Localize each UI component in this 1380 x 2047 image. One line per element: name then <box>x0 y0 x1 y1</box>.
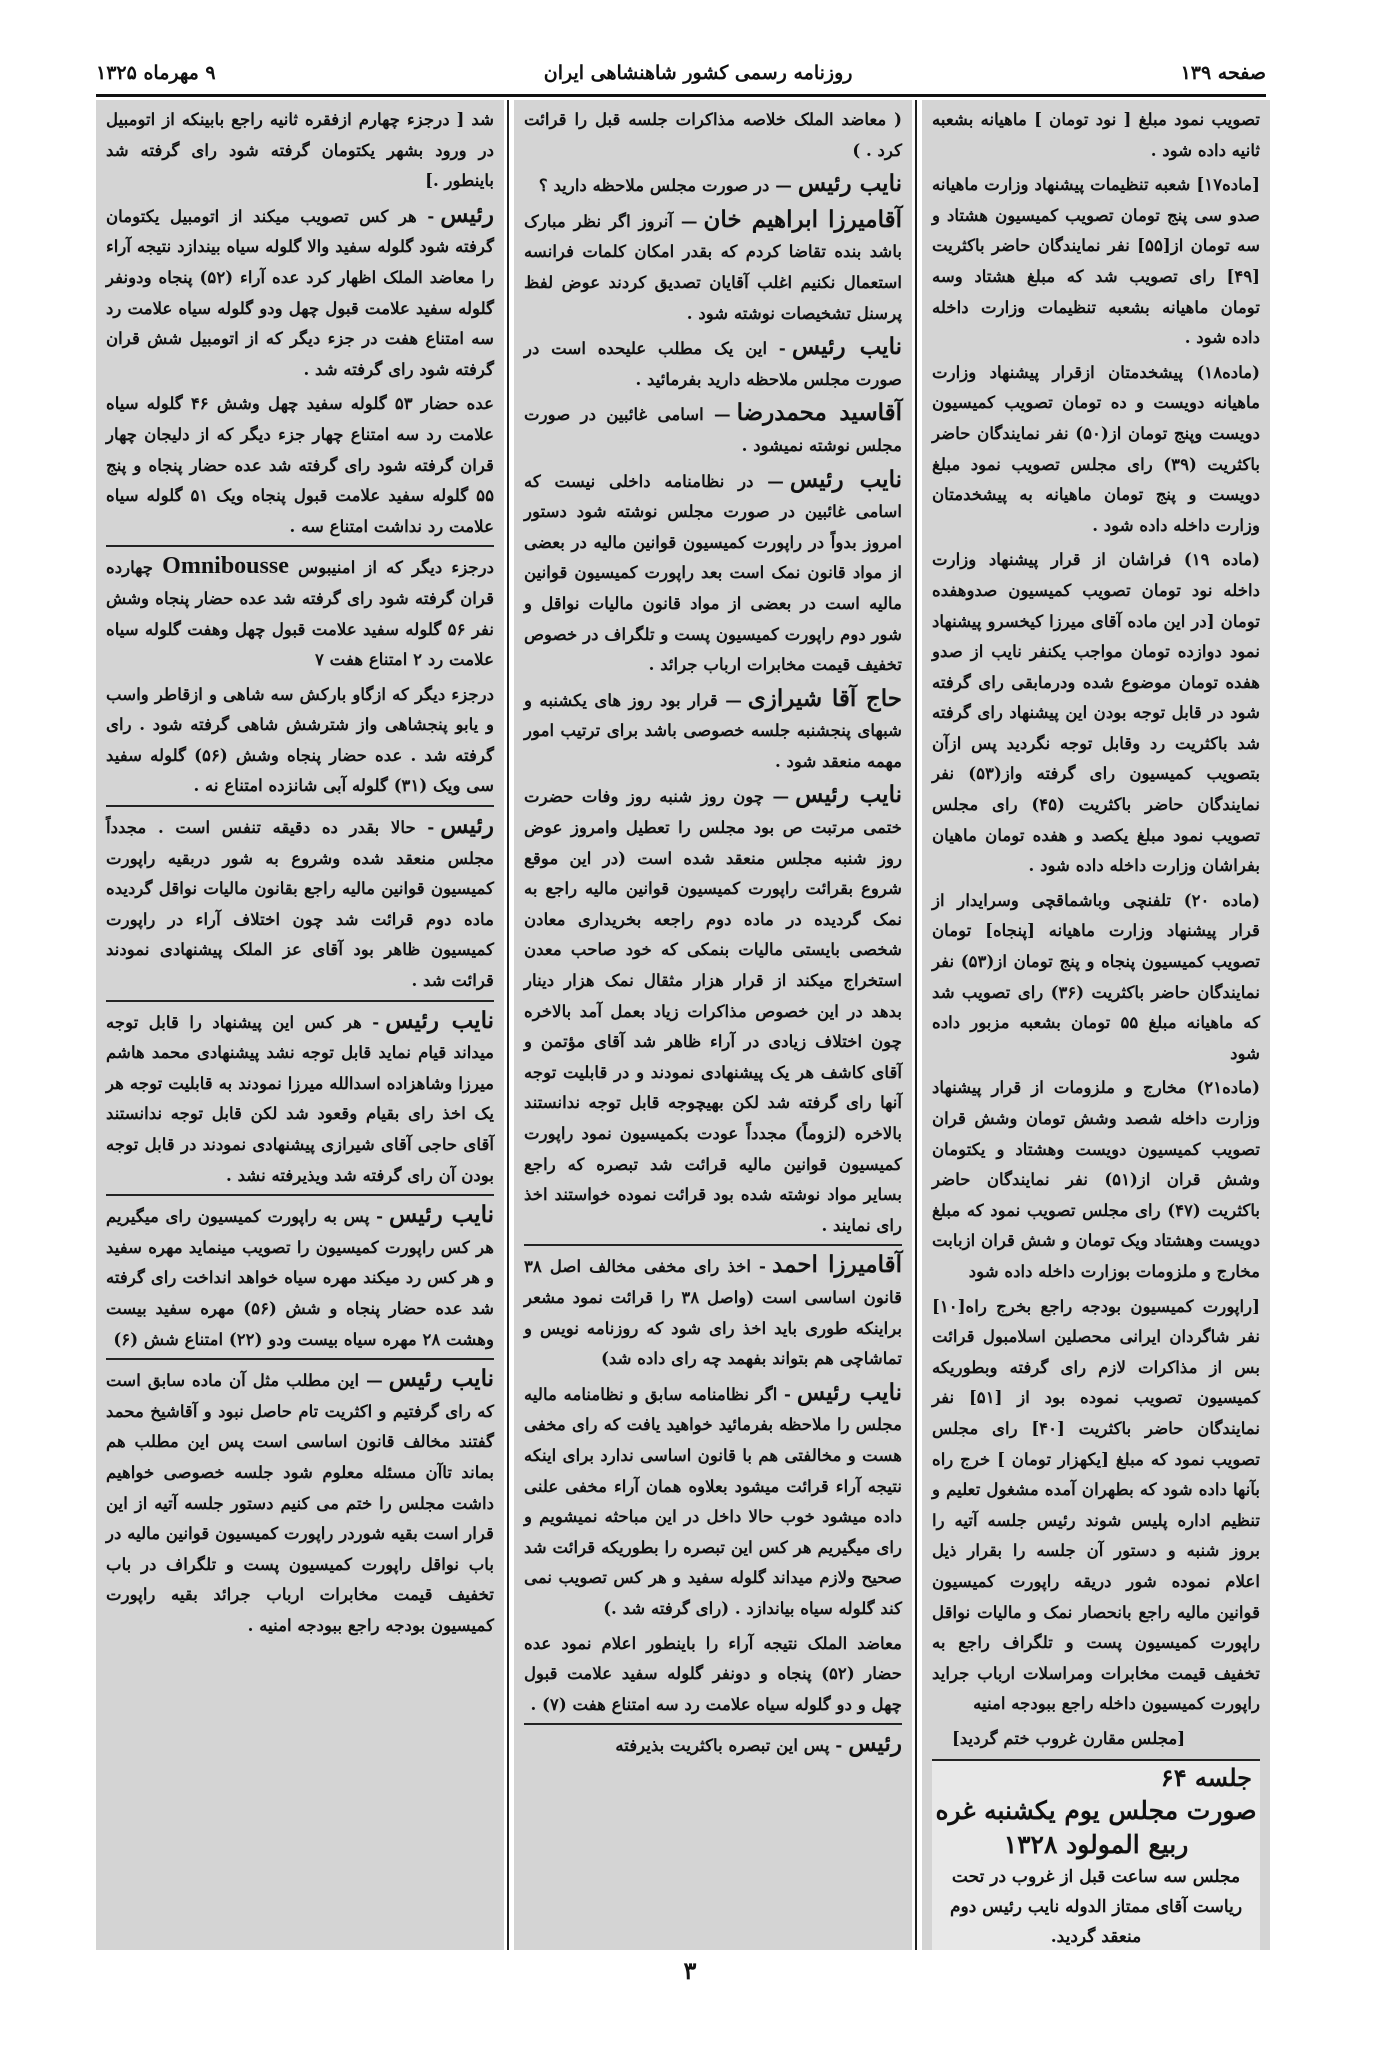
left-paragraph <box>106 679 494 801</box>
speaker-name: رئیس <box>440 200 494 228</box>
right-paragraph <box>932 104 1260 165</box>
footer-page-number: ۳ <box>683 1956 697 1985</box>
left-paragraph <box>106 388 494 541</box>
latin-word: Omnibousse <box>162 553 289 580</box>
paragraph-text: [راپورت کمیسیون بودجه راجع بخرج راه[۱۰] نفر شاگردان ایرانی محصلین اسلامبول قرائت بس از مذاکرات لازم رای گرفته وبطوریکه کمیسیون تصویب نموده بود از [۵۱] نفر نمایندگان حاضر باکثریت [۴۰] رای مجلس تصویب نمود که مبلغ [یکهزار تومان ] خرج راه بآنها داده شود که بطهران آمده مشغول تعلیم و تنظیم اداره پلیس شوند رئیس جلسه آتیه را بروز شنبه و دستور آن جلسه را بقرار ذیل اعلام نموده شور دریقه راپورت کمیسیون قوانین مالیه راجع بانحصار نمک و مالیات نواقل راپورت کمیسیون پست و تلگراف راجع به تخفیف قیمت مخابرات ومراسلات ارباب جراید راپورت کمیسیون داخله راجع ببودجه امنیه <box>932 1295 1260 1714</box>
middle-paragraph <box>524 780 902 1240</box>
session-title-line1: صورت مجلس یوم یکشنبه غره <box>935 1796 1257 1826</box>
speaker-name: رئیس <box>440 812 494 840</box>
speaker-name: نایب رئیس <box>385 1006 494 1034</box>
paragraph-text: درجزء دیگر که ازگاو بارکش سه شاهی و ازقاطر واسب و یابو پنجشاهی واز شترشش شاهی گرفته شود . رای گرفته شد . عده حضار پنجاه وشش (۵۶) گلوله سفید سی ویک (۳۱) گلوله آبی شانزده امتناع نه . <box>106 683 494 796</box>
right-paragraph <box>932 357 1260 541</box>
speaker-name: آقامیرزا ابراهیم خان <box>703 205 902 233</box>
paragraph-text: — چون روز شنبه روز وفات حضرت ختمی مرتبت ص بود مجلس را تعطیل وامروز عوض روز شنبه مجلس منعقد شده است (در این موقع شروع بقرائت راپورت کمیسیون قوانین مالیه راجع به نمک گردیده در ماده دوم راجعه بخریداری معادن شخصی بایستی مالیات بنمکی که خود صاحب معدن استخراج میکند از قرار هزار مثقال نمک هزار دینار بدهد در این خصوص مذاکرات زیاد بعمل آمد بالاخره چون اختلاف زیادی در آراء ظاهر شد آقای مؤتمن و آقای کاشف هر یک پیشنهادی نمودند و در قابلیت توجه آنها رای گرفته شد لکن بهیچوجه قابل توجه ندانستند بالاخره (لزوماً) مجدداً عودت بکمیسیون نمود راپورت کمیسیون قوانین مالیه قرائت شد تبصره که راجع بسایر مواد نوشته شده بود قرائت نموده خواستند اخذ رای نمایند . <box>524 786 902 1235</box>
column-divider <box>915 100 917 1950</box>
page-number-label: صفحه ۱۳۹ <box>1180 62 1266 84</box>
paragraph-text: ( معاضد الملک خلاصه مذاکرات جلسه قبل را قرائت کرد . ) <box>524 109 902 160</box>
right-paragraph <box>932 1072 1260 1286</box>
paragraph-text: - پس به راپورت کمیسیون رای میگیریم هر کس راپورت کمیسیون را تصویب مینماید مهره سفید و هر کس رد میکند مهره سیاه خواهد انداخت رای گرفته شد عده حضار پنجاه و شش (۵۶) مهره سفید بیست وهشت ۲۸ مهره سیاه بیست ودو (۲۲) امتناع شش (۶) <box>106 1206 494 1349</box>
paragraph-text: — در صورت مجلس ملاحظه دارید ؟ <box>538 175 792 196</box>
column-middle <box>514 100 912 1950</box>
speaker-name: نایب رئیس <box>789 465 902 493</box>
paragraph-text: - پس این تبصره باکثریت بذیرفته <box>615 1735 843 1756</box>
session-number: جلسه ۶۴ <box>1160 1763 1252 1793</box>
right-paragraph <box>932 885 1260 1069</box>
paragraph-text: معاضد الملک نتیجه آراء را باینطور اعلام نمود عده حضار (۵۲) پنجاه و دونفر گلوله سفید علامت قبول چهل و دو گلوله سیاه علامت رد سه امتناع هفت (۷) . <box>524 1632 902 1714</box>
paragraph-text: - اگر نظامنامه سابق و نظامنامه مالیه مجلس را ملاحظه بفرمائید خواهید یافت که رای مخفی هست و مخالفتی هم با قانون اساسی ندارد برای اینکه نتیجه آراء قرائت میشود بعلاوه همان آراء مخفی علنی داده میشود خوب حالا داخل در این مباحثه نمیشویم و رای میگیریم هر کس این تبصره را بطوریکه قرائت شد صحیح ولازم میداند گلوله سفید و هر کس تصویب نمی کند گلوله سیاه بیاندازد . (رای گرفته شد .) <box>524 1383 902 1618</box>
paragraph-text: — آنروز اگر نظر مبارک باشد بنده تقاضا کردم که بقدر امکان کلمات فرانسه استعمال نکنیم اغلب آقایان تصدیق کردند عوض لفظ پرسنل تشخیصات نوشته شود . <box>524 210 902 323</box>
column-divider <box>507 100 509 1950</box>
paragraph-text: — این مطلب مثل آن ماده سابق است که رای گرفتیم و اکثریت تام حاصل نبود و آقاشیخ محمد گفتند مخالف قانون اساسی است پس این مطلب هم بماند تاآن مسئله معلوم شود جلسه خصوصی خواهیم داشت مجلس را ختم می کنیم دستور جلسه آتیه از این قرار است بقیه شوردر راپورت کمیسیون قوانین مالیه در باب نواقل راپورت کمیسیون پست و تلگراف در باب تخفیف قیمت مخابرات ارباب جرائد بقیه راپورت کمیسیون بودجه راجع ببودجه امنیه . <box>106 1370 494 1635</box>
right-paragraph <box>932 1723 1260 1754</box>
page-header <box>96 52 1266 94</box>
speaker-name: آقاسید محمدرضا <box>736 399 902 427</box>
paragraph-text: (ماده ۱۹) فراشان از قرار پیشنهاد وزارت داخله نود تومان تصویب کمیسیون صدوهفده تومان [در این ماده آقای میرزا کیخسرو پیشنهاد نمود دوازده تومان مواجب یکنفر نایب از صدو هفده تومان موضوع شده ودرمابقی رای گرفته شود در قابل توجه بودن این پیشنهاد رای گرفته شد باکثریت رد وقابل توجه نگردید پس ازآن بتصویب کمیسیون رای گرفته واز(۵۳) نفر نمایندگان حاضر باکثریت (۴۵) رای مجلس تصویب نمود مبلغ یکصد و هفده تومان ماهیان بفراشان وزارت داخله داده شود . <box>932 549 1261 876</box>
middle-paragraph <box>524 332 902 394</box>
paragraph-text: تصویب نمود مبلغ [ نود تومان ] ماهیانه بشعبه ثانیه داده شود . <box>932 109 1260 160</box>
right-paragraph <box>932 169 1260 353</box>
speaker-name: نایب رئیس <box>791 333 902 361</box>
newspaper-title: روزنامه رسمی کشور شاهنشاهی ایران <box>543 62 853 84</box>
right-paragraph <box>932 544 1260 881</box>
paragraph-text: درجزء دیگر که از امنیبوس <box>297 557 495 578</box>
paragraph-text: — در نظامنامه داخلی نیست که اسامی غائبین در صورت مجلس نوشته شود دستور امروز بدواً در راپورت کمیسیون قوانین مالیه در بعضی از مواد قانون نمک است بعد راپورت کمیسیون قوانین مالیه است در بعضی از مواد قانون مالیات نواقل و شور دوم راپورت کمیسیون پست و تلگراف در خصوص تخفیف قیمت مخابرات ارباب جرائد . <box>524 470 902 675</box>
paragraph-text: - هر کس این پیشنهاد را قابل توجه میداند قیام نماید قابل توجه نشد پیشنهادی محمد هاشم میرزا وشاهزاده اسدالله میرزا نمودند به قابلیت توجه هر یک اخذ رای بقیام وقعود شد لکن قابل توجه ندانستند آقای حاجی آقای شیرازی پیشنهادی نمودند در قابل توجه بودن آن رای گرفته شد ویذیرفته نشد . <box>106 1011 494 1185</box>
speaker-name: رئیس <box>848 1730 902 1758</box>
paragraph-text: - هر کس تصویب میکند از اتومبیل یکتومان گرفته شود گلوله سفید والا گلوله سیاه بیندازد نتیجه آراء را معاضد الملک اظهار کرد عده آراء (۵۲) پنجاه ودونفر گلوله سفید علامت قبول چهل ودو گلوله سیاه علامت رد سه امتناع هفت در جزء دیگر که از اتومبیل شش قران گرفته شود رای گرفته شد . <box>106 205 495 379</box>
middle-paragraph <box>524 1723 902 1761</box>
speaker-name: نایب رئیس <box>796 1378 902 1406</box>
left-paragraph <box>106 200 494 385</box>
speaker-name: نایب رئیس <box>388 1365 494 1393</box>
middle-paragraph <box>524 169 902 201</box>
paragraph-text: — قرار بود روز های یکشنبه و شبهای پنجشنبه جلسه خصوصی باشد برای ترتیب امور مهمه منعقد شود . <box>524 689 902 771</box>
left-paragraph <box>106 545 494 674</box>
middle-paragraph <box>524 465 902 680</box>
paragraph-text: عده حضار ۵۳ گلوله سفید چهل وشش ۴۶ گلوله سیاه علامت رد سه امتناع چهار جزء دیگر که از دلیجان چهار قران گرفته شود رای گرفته شد عده حضار پنجاه و پنج ۵۵ گلوله سفید علامت قبول پنجاه ویک ۵۱ گلوله سیاه علامت رد نداشت امتناع سه . <box>106 393 494 536</box>
paragraph-text: - حالا بقدر ده دقیقه تنفس است . مجدداً مجلس منعقد شده وشروع به شور دربقیه راپورت کمیسیون قوانین مالیه راجع بقانون مالیات نواقل گردیده ماده دوم قرائت شد چون اختلاف آراء در راپورت کمیسیون ظاهر بود آقای عز الملک پیشنهادی نمودند قرائت شد . <box>106 817 494 991</box>
paragraph-text: شد [ درجزء چهارم ازفقره ثانیه راجع بابینکه از اتومبیل در ورود بشهر یکتومان گرفته شود رای گرفته شد باینطور .] <box>106 109 494 191</box>
middle-paragraph <box>524 1628 902 1720</box>
left-paragraph <box>106 1194 494 1354</box>
left-paragraph <box>106 1358 494 1640</box>
middle-paragraph <box>524 104 902 165</box>
speaker-name: آقامیرزا احمد <box>771 1251 902 1279</box>
issue-date: ۹ مهرماه ۱۳۲۵ <box>96 62 216 84</box>
speaker-name: نایب رئیس <box>388 1201 494 1229</box>
middle-paragraph <box>524 398 902 460</box>
paragraph-text: [مجلس مقارن غروب ختم گردید] <box>952 1727 1186 1748</box>
session-opening: مجلس سه ساعت قبل از غروب در تحت ریاست آقای ممتاز الدوله نایب رئیس دوم منعقد گردید. <box>949 1867 1243 1948</box>
paragraph-text: [ماده۱۷] شعبه تنظیمات پیشنهاد وزارت ماهیانه صدو سی پنج تومان تصویب کمیسیون هشتاد و سه تومان از[۵۵] نفر نمایندگان حاضر باکثریت [۴۹] رای تصویب شد که مبلغ هشتاد وسه تومان ماهیانه بشعبه تنظیمات وزارت داخله داده شود . <box>932 174 1260 348</box>
left-paragraph <box>106 805 494 996</box>
left-paragraph <box>106 104 494 196</box>
paragraph-text: (ماده۲۱) مخارج و ملزومات از قرار پیشنهاد وزارت داخله شصد وشش تومان وشش قران تصویب کمیسیون دویست وهشتاد و یکتومان وشش قران از(۵۱) نفر نمایندگان حاضر باکثریت (۴۷) رای مجلس تصویب نمود که مبلغ دویست وهشتاد ویک تومان و شش قران ازبابت مخارج و ملزومات بوزارت داخله داده شود <box>932 1077 1261 1281</box>
column-right <box>922 100 1270 1950</box>
speaker-name: حاج آقا شیرازی <box>747 684 902 712</box>
header-rule <box>96 94 1266 97</box>
right-paragraph <box>932 1291 1260 1719</box>
paragraph-text: (ماده ۲۰) تلفنچی وباشماقچی وسرایدار از قرار پیشنهاد وزارت ماهیانه [پنجاه] تومان تصویب کمیسیون پنجاه و پنج تومان از(۵۳) نفر نمایندگان حاضر باکثریت (۳۶) رای تصویب شد که ماهیانه مبلغ ۵۵ تومان بشعبه مزبور داده شود <box>932 889 1261 1063</box>
left-paragraph <box>106 1000 494 1191</box>
session-title-line2: ربیع المولود ۱۳۲۸ <box>1003 1830 1189 1860</box>
middle-paragraph <box>524 1244 902 1373</box>
column-left <box>96 100 504 1950</box>
middle-paragraph <box>524 1378 902 1624</box>
middle-paragraph <box>524 205 902 328</box>
paragraph-text: — اسامی غائبین در صورت مجلس نوشته نمیشود . <box>524 404 902 455</box>
paragraph-text: چهارده قران گرفته شود رای گرفته شد عده حضار پنجاه وشش نفر ۵۶ گلوله سفید علامت قبول چهل وهفت گلوله سیاه علامت رد ۲ امتناع هفت ۷ <box>106 557 494 670</box>
session-heading <box>932 1759 1260 1950</box>
paragraph-text: - این یک مطلب علیحده است در صورت مجلس ملاحظه دارید بفرمائید . <box>524 338 902 389</box>
middle-paragraph <box>524 684 902 777</box>
speaker-name: نایب رئیس <box>795 781 902 809</box>
paragraph-text: - اخذ رای مخفی مخالف اصل ۳۸ قانون اساسی است (واصل ۳۸ را قرائت نمود مشعر براینکه طوری باید اخذ رای شود که روزنامه نویس و تماشاچی هم بتواند بفهمد چه رای داده شد) <box>524 1256 903 1369</box>
paragraph-text: (ماده۱۸) پیشخدمتان ازقرار پیشنهاد وزارت ماهیانه دویست و ده تومان تصویب کمیسیون دویست وپنج تومان از(۵۰) نفر نمایندگان حاضر باکثریت (۳۹) رای مجلس تصویب نمود مبلغ دویست و پنج تومان ماهیانه به پیشخدمتان وزارت داخله داده شود . <box>932 361 1260 535</box>
speaker-name: نایب رئیس <box>797 170 902 198</box>
